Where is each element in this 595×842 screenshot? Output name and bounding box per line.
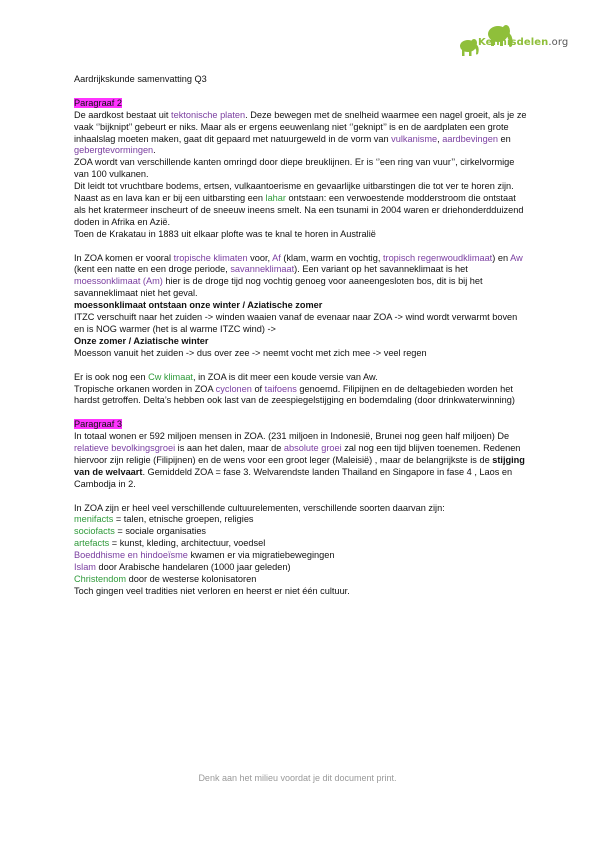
body-paragraph: Tropische orkanen worden in ZOA cyclonen of taifoens genoemd. Filipijnen en de deltagebieden worden het hardst getroffen. Delta’s hebben ook last van de zeespiegelstijging en bodemdaling (door drinkwaterwinning) — [74, 383, 515, 406]
term-vulkanisme: vulkanisme — [391, 133, 438, 144]
list-item: artefacts = kunst, kleding, architectuur, voedsel — [74, 538, 266, 549]
section-heading-paragraaf-2: Paragraaf 2 — [74, 97, 123, 108]
body-paragraph: In totaal wonen er 592 miljoen mensen in ZOA. (231 miljoen in Indonesië, Brunei nog geen half miljoen) De relatieve bevolkingsgroei is aan het dalen, maar de absolute groei zal nog een tijd blijven toenemen. Redenen hiervoor zijn religie (Filipijnen) en de wens voor een groot leger (Maleisië) , maar de belangrijkste is de stijging van de welvaart. Gemiddeld ZOA = fase 3. Welvarendste landen Thailand en Singapore in fase 4 , Laos en Cambodja in 2. — [74, 431, 525, 489]
body-paragraph: ZOA wordt van verschillende kanten omringd door diepe breuklijnen. Er is ‘’een ring van vuur’’, cirkelvormige van 100 vulkanen. — [74, 157, 515, 180]
list-item: Boeddhisme en hindoeïsme kwamen er via migratiebewegingen — [74, 550, 335, 561]
body-paragraph: Toch gingen veel tradities niet verloren en heerst er niet één cultuur. — [74, 585, 350, 596]
page-footer: Denk aan het milieu voordat je dit document print. — [198, 773, 397, 783]
bold-line: Onze zomer / Aziatische winter — [74, 335, 209, 346]
body-paragraph: Moesson vanuit het zuiden -> dus over zee -> neemt vocht met zich mee -> veel regen — [74, 347, 427, 358]
body-paragraph: Toen de Krakatau in 1883 uit elkaar plofte was te knal te horen in Australië — [74, 228, 376, 239]
body-paragraph: In ZOA zijn er heel veel verschillende cultuurelementen, verschillende soorten daarvan zijn: — [74, 502, 445, 513]
brand-name[interactable]: Kennisdelen.org — [478, 37, 569, 48]
term-aardbevingen: aardbevingen — [442, 133, 498, 144]
body-paragraph: Dit leidt tot vruchtbare bodems, ertsen, vulkaantoerisme en gevaarlijke uitbarstingen die tot ver te horen zijn. Naast as en lava kan er bij een uitbarsting een lahar ontstaan: een verwoestende modderstroom die ontstaat als het kratermeer inscheurt of de sneeuw ineens smelt. Na een tsunami in 2004 waren er driehonderdduizend doden in Afrika en Azië. — [74, 181, 524, 227]
list-item: Christendom door de westerse kolonisatoren — [74, 573, 257, 584]
list-item: menifacts = talen, etnische groepen, religies — [74, 514, 254, 525]
term-tektonische-platen: tektonische platen — [171, 109, 246, 120]
body-paragraph: In ZOA komen er vooral tropische klimaten voor, Af (klam, warm en vochtig, tropisch regenwoudklimaat) en Aw (kent een natte en een droge periode, savanneklimaat). Een variant op het savanneklimaat is het moessonklimaat (Am) hier is de droge tijd nog vochtig genoeg voor aaneengesloten bos, dit is bij het savanneklimaat niet het geval. — [74, 252, 523, 299]
term-lahar: lahar — [265, 193, 286, 204]
body-paragraph: ITZC verschuift naar het zuiden -> winden waaien vanaf de evenaar naar ZOA -> wind wordt verwarmt boven en is NOG warmer (het is al warme ITZC wind) -> — [74, 312, 518, 334]
body-paragraph: De aardkost bestaat uit tektonische platen. Deze bewegen met de snelheid waarmee een nagel groeit, als je ze vaak ‘’bijknipt’’ gebeurt er niks. Maar als er ergens eeuwenlang niet ‘’geknipt’’ is en de aardplaten een grote inhaalslag moeten maken, gaat dit gepaard met natuurgeweld in de vorm van vulkanisme, aardbevingen en gebergtevormingen. — [74, 109, 527, 156]
document-body — [74, 74, 529, 598]
bold-line: moessonklimaat ontstaan onze winter / Aziatische zomer — [74, 300, 323, 311]
section-heading-paragraaf-3: Paragraaf 3 — [74, 419, 123, 430]
list-item: sociofacts = sociale organisaties — [74, 526, 207, 537]
body-paragraph: Er is ook nog een Cw klimaat, in ZOA is dit meer een koude versie van Aw. — [74, 371, 378, 382]
term-gebergtevormingen: gebergtevormingen — [74, 145, 154, 156]
document-title: Aardrijkskunde samenvatting Q3 — [74, 74, 207, 84]
list-item: Islam door Arabische handelaren (1000 jaar geleden) — [74, 562, 291, 573]
